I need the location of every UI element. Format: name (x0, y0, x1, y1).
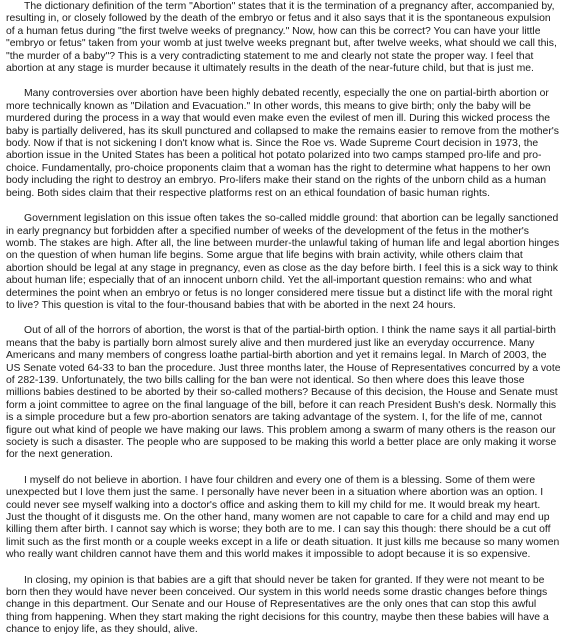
paragraph-controversies: Many controversies over abortion have been highly debated recently, especially the one on partial-birth abortion or more technically known as "Dilation and Evacuation." In other words, this means to give birth; only the baby will be murdered during the process in a way that would even make even the evilest of men ill. During this wicked process the baby is partially delivered, has its skull punctured and collapsed to make the remains easier to remove from the mother's body. Now if that is not sickening I don't know what is. Since the Roe vs. Wade Supreme Court decision in 1973, the abortion issue in the United States has been a political hot potato polarized into two camps stamped pro-life and pro-choice. Fundamentally, pro-choice proponents claim that a woman has the right to determine what happens to her own body including the right to destroy an embryo. Pro-lifers make their stand on the rights of the unborn child as a human being. Both sides claim that their respective platforms rest on an ethical foundation of basic human rights. (6, 88, 559, 199)
paragraph-legislation: Government legislation on this issue often takes the so-called middle ground: that abortion can be legally sanctioned in early pregnancy but forbidden after a specified number of weeks of the development of the fetus in the mother's womb. The stakes are high. After all, the line between murder-the unlawful taking of human life and legal abortion hinges on the question of when human life begins. Some argue that life begins with brain activity, while others claim that abortion should be legal at any stage in pregnancy, even as close as the day before birth. I feel this is a sick way to think about human life; especially that of an innocent unborn child. Yet the all-important question remains: who and what determines the point when an embryo or fetus is no longer considered mere tissue but a distinct life with the moral right to live? This question is vital to the four-thousand babies that with be aborted in the next 24 hours. (6, 213, 560, 311)
paragraph-definition: The dictionary definition of the term "Abortion" states that it is the termination of a pregnancy after, accompanied by, resulting in, or closely followed by the death of the embryo or fetus and it also says that it is the spontaneous expulsion of a human fetus during "the first twelve weeks of pregnancy." Now, how can this be correct? You can have your little "embryo or fetus" taken from your womb at just twelve weeks pregnant but, after twelve weeks, what should we call this, "the murder of a baby"? This is a very contradicting statement to me and clearly not state the proper way. I feel that abortion at any stage is murder because it ultimately results in the death of the near-future child, but that is just me. (6, 1, 557, 75)
paragraph-personal-view: I myself do not believe in abortion. I have four children and every one of them is a blessing. Some of them were unexpected but I love them just the same. I personally have never been in a situation where abortion was an option. I could never see myself walking into a doctor's office and asking them to kill my child for me. It would break my heart. Just the thought of it disgusts me. On the other hand, many women are not capable to care for a child and may end up killing them after birth. I cannot say which is worse; they both are to me. I can say this though: there should be a cut off limit such as the first month or a couple weeks except in a life or death situation. It just kills me because so many women who really want children cannot have them and this world makes it impossible to adopt because it is so expensive. (6, 474, 560, 561)
paragraph-conclusion: In closing, my opinion is that babies are a gift that should never be taken for granted. If they were not meant to be born then they would have never been conceived. Our system in this world needs some drastic changes before things change in this department. Our Senate and our House of Representatives are the only ones that can stop this awful thing from happening. When they start making the right decisions for this country, maybe then these babies will have a chance to enjoy life, as they should, alive. (6, 574, 549, 636)
paragraph-partial-birth: Out of all of the horrors of abortion, the worst is that of the partial-birth option. I think the name says it all partial-birth means that the baby is partially born almost surely alive and then murdered just like an everyday occurrence. Many Americans and many members of congress loathe partial-birth abortion and yet it remains legal. In March of 2003, the US Senate voted 64-33 to ban the procedure. Just three months later, the House of Representatives concurred by a vote of 282-139. Unfortunately, the two bills calling for the ban were not identical. So then where does this leave those millions babies destined to be aborted by their so-called mothers? Because of this decision, the House and Senate must form a joint committee to agree on the final language of the bill, before it can reach President Bush's desk. Normally this is a simple procedure but a few pro-abortion senators are taking advantage of the system. I, for the life of me, cannot figure out what kind of people we have making our laws. This problem among a swarm of many others is the reason our society is such a disaster. The people who are supposed to be making this world a better place are only making it worse for the next generation. (6, 325, 561, 461)
